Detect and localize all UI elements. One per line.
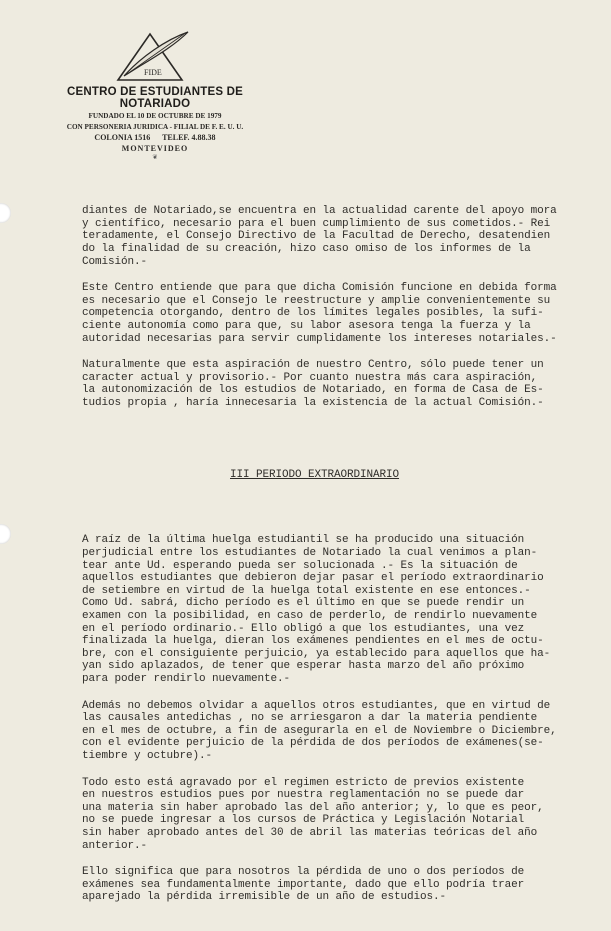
text-line: perjudicial entre los estudiantes de Notariado la cual venimos a plan- (82, 547, 538, 560)
text-line: competencia otorgando, dentro de los límites legales posibles, la sufi- (82, 307, 544, 320)
text-line: anterior.- (82, 839, 148, 852)
text-line: Todo esto está agravado por el regimen estricto de previos existente (82, 776, 525, 789)
text-line: en nuestros estudios pues por nuestra reglamentación no se puede dar (82, 789, 525, 802)
punch-hole-icon (0, 203, 11, 223)
text-line: de setiembre en virtud de la huelga total existente en ese entonces.- (82, 584, 531, 597)
text-line: en el mes de octubre, a fin de asegurarla en el de Noviembre o Diciembre, (82, 724, 557, 737)
paragraph (82, 777, 610, 853)
text-line: bre, con el consiguiente perjuicio, ya establecido para aquellos que ha- (82, 647, 551, 660)
text-line: A raíz de la última huelga estudiantil se ha producido una situación (82, 534, 525, 547)
founded-line: FUNDADO EL 10 DE OCTUBRE DE 1979 (88, 112, 222, 120)
paragraph (82, 866, 610, 904)
text-line: las causales antedichas , no se arriesgaron a dar la materia pendiente (82, 712, 538, 725)
ornament-icon: ❦ (152, 153, 158, 162)
text-line: una materia sin haber aprobado las del año anterior; y, lo que es peor, (82, 801, 544, 814)
text-line: Ello significa que para nosotros la pérdida de uno o dos períodos de (82, 866, 525, 879)
text-line: yan sido aplazados, de tener que esperar hasta marzo del año próximo (82, 660, 525, 673)
text-line: para poder rendirlo nuevamente.- (82, 673, 291, 685)
text-line: y científico, necesario para el buen cumplimiento de sus cometidos.- Rei (82, 217, 551, 230)
text-line: Naturalmente que esta aspiración de nuestro Centro, sólo puede tener un (82, 359, 544, 372)
text-line: Como Ud. sabrá, dicho período es el último en que se puede rendir un (82, 597, 525, 610)
address-line: COLONIA 1516 TELEF. 4.88.38 (94, 133, 216, 142)
text-line: do la finalidad de su creación, hizo caso omiso de los informes de la (82, 242, 531, 255)
text-line: aquellos estudiantes que debieron dejar pasar el período extraordinario (82, 572, 544, 585)
text-line: aparejado la pérdida irremisible de un año de estudios.- (82, 891, 447, 904)
text-line: tear ante Ud. esperando pueda ser solucionada .- Es la situación de (82, 559, 518, 572)
text-line: finalizada la huelga, dieran los exámenes pendientes en el mes de octu- (82, 635, 544, 648)
text-line: es necesario que el Consejo le reestructure y amplie convenientemente su (82, 294, 551, 307)
text-line: no se puede ingresar a los cursos de Práctica y Legislación Notarial (82, 814, 525, 827)
text-line: autoridad necesarias para servir cumplidamente los intereses notariales.- (82, 332, 557, 345)
text-line: con el evidente perjuicio de la pérdida de dos períodos de exámenes(se- (82, 737, 544, 750)
quill-triangle-emblem-icon (110, 28, 190, 86)
legal-status-line: CON PERSONERIA JURIDICA - FILIAL DE F. E. U. U. (66, 123, 244, 131)
text-line: Comisión.- (82, 255, 148, 268)
paragraph (82, 534, 610, 685)
text-line: en el período ordinario.- Ello obligó a que los estudiantes, una vez (82, 622, 525, 635)
text-line: ciente autonomía como para que, su labor asesora tenga la fuerza y la (82, 319, 531, 332)
logo-text: FIDE (144, 68, 162, 77)
organization-name: CENTRO DE ESTUDIANTES DE NOTARIADO (66, 86, 244, 110)
paragraph (82, 205, 610, 268)
section-heading: III PERIODO EXTRAORDINARIO (230, 468, 400, 481)
paragraph (82, 359, 610, 409)
text-line: tudios propia , haría innecesaria la existencia de la actual Comisión.- (82, 396, 544, 409)
letter-body (82, 180, 610, 931)
text-line: Este Centro entiende que para que dicha Comisión funcione en debida forma (82, 282, 557, 295)
punch-hole-icon (0, 524, 11, 544)
paragraph (82, 700, 610, 763)
text-line: sin haber aprobado antes del 30 de abril las materias teóricas del año (82, 826, 538, 839)
text-line: tiembre y octubre).- (82, 749, 213, 762)
text-line: diantes de Notariado,se encuentra en la actualidad carente del apoyo mora (82, 205, 557, 218)
text-line: Además no debemos olvidar a aquellos otros estudiantes, que en virtud de (82, 699, 551, 712)
text-line: teradamente, el Consejo Directivo de la Facultad de Derecho, desatendien (82, 230, 551, 243)
paragraph (82, 282, 610, 345)
city-line: MONTEVIDEO (121, 144, 189, 153)
text-line: caracter actual y provisorio.- Por cuanto nuestra más cara aspiración, (82, 371, 538, 384)
text-line: exámenes sea fundamentalmente importante, dado que ello podría traer (82, 878, 525, 891)
text-line: examen con la posibilidad, en caso de perderlo, de rendirlo nuevamente (82, 610, 538, 623)
text-line: la autonomización de los estudios de Notariado, en forma de Casa de Es- (82, 384, 544, 397)
